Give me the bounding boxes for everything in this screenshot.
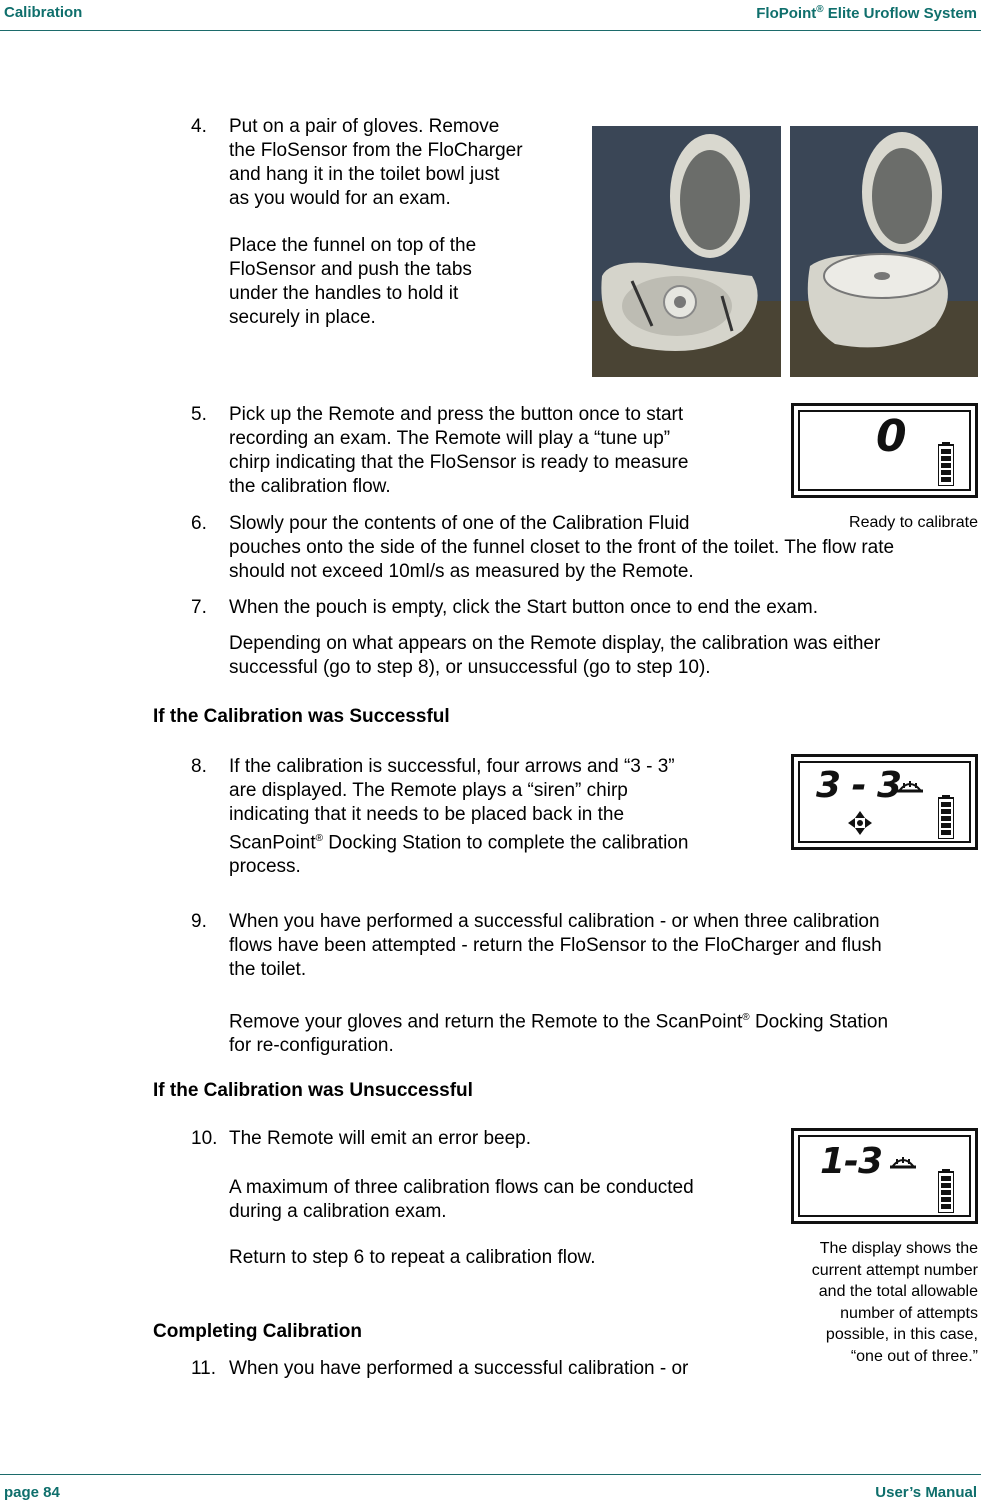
battery-icon [938, 795, 954, 839]
step-9-text-a: Remove your gloves and return the Remote to the ScanPoint [229, 1011, 743, 1033]
step-8-reg-mark: ® [315, 833, 323, 844]
step-9-text-b: Docking Station [749, 1011, 889, 1033]
flow-rate-icon [890, 1155, 916, 1169]
flow-rate-icon [897, 779, 923, 793]
step-9-text-2 [229, 1006, 969, 1058]
toilet-photo-funnel-on [790, 126, 978, 377]
toilet-photo-funnel-off [592, 126, 781, 377]
manual-title: User’s Manual [875, 1484, 977, 1501]
header-section-title: Calibration [4, 4, 83, 21]
heading-successful: If the Calibration was Successful [153, 706, 450, 727]
step-6-number: 6. [191, 513, 207, 534]
header-reg-mark: ® [816, 4, 824, 15]
step-5-number: 5. [191, 404, 207, 425]
step-11-text: When you have performed a successful calibration - or [229, 1358, 689, 1379]
step-7-text-2: Depending on what appears on the Remote display, the calibration was either successful (go to step 8), or unsuccessful (go to step 10). [229, 633, 881, 678]
toilet-illustration-funnel [790, 126, 978, 377]
step-5-text: Pick up the Remote and press the button once to start recording an exam. The Remote will play a “tune up” chirp indicating that the FloSensor is ready to measure the calibration flow. [229, 404, 689, 497]
step-10-text-3: Return to step 6 to repeat a calibration flow. [229, 1247, 596, 1268]
page-number: page 84 [4, 1484, 60, 1501]
step-4-number: 4. [191, 116, 207, 137]
header-product-title [756, 4, 977, 22]
step-9-text-c: for re-configuration. [229, 1035, 394, 1057]
remote-display-ready [791, 403, 978, 498]
step-8-number: 8. [191, 756, 207, 777]
step-7-number: 7. [191, 597, 207, 618]
four-arrows-icon [846, 809, 874, 837]
attempt-caption: The display shows the current attempt number and the total allowable number of attempts possible, in this case, “one out of three.” [811, 1240, 978, 1365]
step-4-text: Put on a pair of gloves. Remove the FloSensor from the FloCharger and hang it in the toilet bowl just as you would for an exam. [229, 116, 523, 209]
step-8-text [229, 755, 749, 879]
heading-completing: Completing Calibration [153, 1321, 362, 1342]
step-4-text-2: Place the funnel on top of the FloSensor and push the tabs under the handles to hold it securely in place. [229, 235, 477, 328]
step-8-text-cont: Docking Station to complete the calibration [323, 832, 689, 854]
step-9-text: When you have performed a successful calibration - or when three calibration flows have been attempted - return the FloSensor to the FloCharger and flush the toilet. [229, 911, 882, 980]
success-readout: 3 - 3 [816, 765, 902, 806]
step-10-text-2: A maximum of three calibration flows can be conducted during a calibration exam. [229, 1177, 694, 1222]
step-9-reg-mark: ® [742, 1012, 750, 1023]
attempt-readout: 1-3 [820, 1141, 883, 1182]
header-brand: FloPoint [756, 5, 817, 22]
step-10-text: The Remote will emit an error beep. [229, 1128, 532, 1149]
step-10-number: 10. [191, 1128, 218, 1149]
heading-unsuccessful: If the Calibration was Unsuccessful [153, 1080, 473, 1101]
step-9-number: 9. [191, 911, 207, 932]
battery-icon [938, 442, 954, 486]
toilet-illustration [592, 126, 781, 377]
step-11-number: 11. [191, 1358, 217, 1379]
step-7-text: When the pouch is empty, click the Start button once to end the exam. [229, 597, 818, 618]
step-8-scanpoint: ScanPoint [229, 832, 316, 854]
ready-readout: 0 [876, 411, 907, 462]
ready-caption: Ready to calibrate [849, 514, 978, 531]
page-header [0, 0, 981, 31]
remote-display-success [791, 754, 978, 850]
page-footer [0, 1474, 981, 1502]
step-8-text-lines: If the calibration is successful, four arrows and “3 - 3” are displayed. The Remote plays a “siren” chirp indicating that it needs to be placed back in the [229, 756, 675, 825]
remote-display-attempt [791, 1128, 978, 1224]
step-8-text-end: process. [229, 856, 301, 878]
step-6-text: Slowly pour the contents of one of the Calibration Fluid pouches onto the side of the funnel closet to the front of the toilet. The flow rate should not exceed 10ml/s as measured by the Remote. [229, 513, 895, 582]
header-product-rest: Elite Uroflow System [823, 5, 977, 22]
battery-icon [938, 1169, 954, 1213]
